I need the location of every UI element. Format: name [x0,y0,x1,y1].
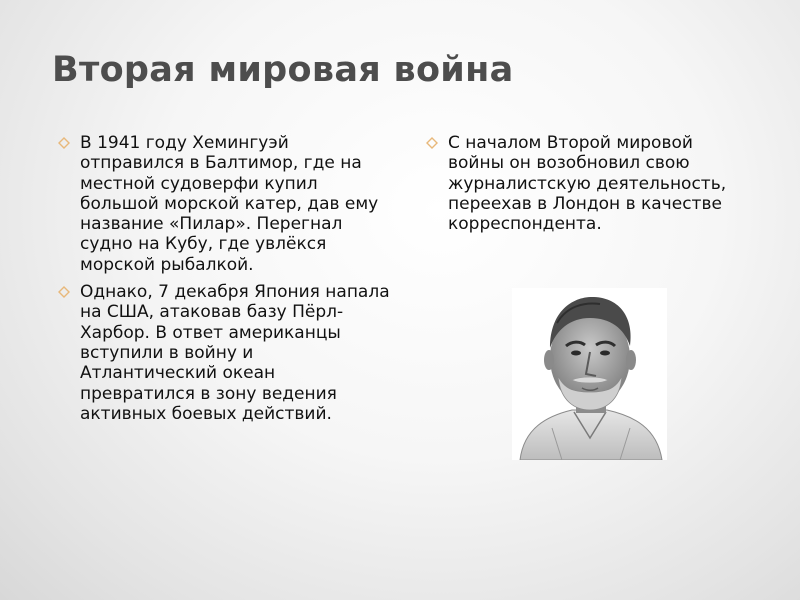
hollow-diamond-icon [58,137,70,149]
right-bullet-list [423,133,743,241]
slide-title: Вторая мировая война [52,50,514,90]
left-bullet-list [55,133,390,431]
bullet-item [423,133,743,234]
bullet-item [55,282,390,424]
hollow-diamond-icon [58,286,70,298]
bullet-item [55,133,390,275]
hollow-diamond-icon [426,137,438,149]
bullet-text: С началом Второй мировой войны он возобновил свою журналистскую деятельность, переехав в Лондон в качестве корреспондента. [448,133,727,235]
portrait-photo [512,288,667,460]
bullet-text: Однако, 7 декабря Япония напала на США, атаковав базу Пёрл-Харбор. В ответ американцы вступили в войну и Атлантический океан превратился в зону ведения активных боевых действий. [80,282,390,424]
bullet-text: В 1941 году Хемингуэй отправился в Балтимор, где на местной судоверфи купил большой морской катер, дав ему название «Пилар». Перегнал судно на Кубу, где увлёкся морской рыбалкой. [80,133,379,275]
